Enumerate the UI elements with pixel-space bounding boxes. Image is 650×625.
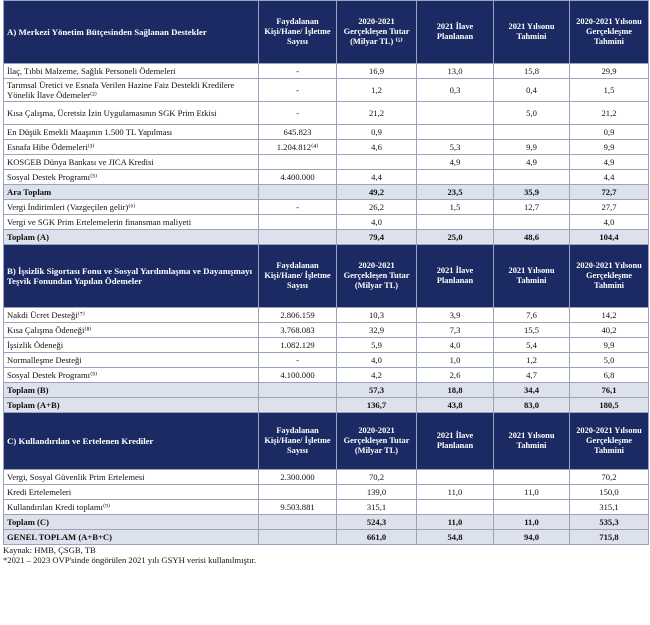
total-row [4, 530, 649, 545]
realized-cell: 315,1 [337, 500, 417, 515]
col-estimate-header: 2021 Yılsonu Tahmini [494, 413, 570, 470]
section-c-header [4, 413, 649, 470]
total-row [4, 515, 649, 530]
total-estimate-cell: 9,9 [570, 338, 649, 353]
planned-cell [417, 170, 494, 185]
section-a-rows2 [4, 200, 649, 230]
table-row [4, 308, 649, 323]
realized-cell: 139,0 [337, 485, 417, 500]
estimate-cell: 12,7 [494, 200, 570, 215]
col-estimate-header: 2021 Yılsonu Tahmini [494, 1, 570, 64]
row-label: Vergi ve SGK Prim Ertelemelerin finansman maliyeti [4, 215, 259, 230]
planned-cell: 43,8 [417, 398, 494, 413]
beneficiaries-cell [259, 230, 337, 245]
row-label: Kısa Çalışma, Ücretsiz İzin Uygulamasının SGK Prim Etkisi [4, 102, 259, 125]
estimate-cell: 5,0 [494, 102, 570, 125]
row-label: Nakdi Ücret Desteği⁽⁷⁾ [4, 308, 259, 323]
planned-cell: 23,5 [417, 185, 494, 200]
estimate-cell: 48,6 [494, 230, 570, 245]
estimate-cell: 15,8 [494, 64, 570, 79]
total-estimate-cell: 1,5 [570, 79, 649, 102]
realized-cell: 49,2 [337, 185, 417, 200]
beneficiaries-cell: 2.806.159 [259, 308, 337, 323]
beneficiaries-cell: 4.100.000 [259, 368, 337, 383]
beneficiaries-cell: 4.400.000 [259, 170, 337, 185]
beneficiaries-cell: 2.300.000 [259, 470, 337, 485]
table-row [4, 500, 649, 515]
row-label: Sosyal Destek Programı⁽⁵⁾ [4, 368, 259, 383]
table-row [4, 470, 649, 485]
col-beneficiaries-header: Faydalanan Kişi/Hane/ İşletme Sayısı [259, 413, 337, 470]
total-row [4, 398, 649, 413]
col-realized-header: 2020-2021 Gerçekleşen Tutar (Milyar TL) ⁽⁵⁾ [337, 1, 417, 64]
row-label: Sosyal Destek Programı⁽⁵⁾ [4, 170, 259, 185]
row-label: KOSGEB Dünya Bankası ve JICA Kredisi [4, 155, 259, 170]
row-label: Ara Toplam [4, 185, 259, 200]
row-label: Tarımsal Üretici ve Esnafa Verilen Hazine Faiz Destekli Kredilere Yönelik İlave Ödemeler⁽²⁾ [4, 79, 259, 102]
estimate-cell: 5,4 [494, 338, 570, 353]
realized-cell: 4,6 [337, 140, 417, 155]
planned-cell: 4,0 [417, 338, 494, 353]
realized-cell: 5,9 [337, 338, 417, 353]
realized-cell: 4,0 [337, 215, 417, 230]
col-realized-header: 2020-2021 Gerçekleşen Tutar (Milyar TL) [337, 245, 417, 308]
estimate-cell [494, 215, 570, 230]
realized-cell: 16,9 [337, 64, 417, 79]
beneficiaries-cell: - [259, 64, 337, 79]
planned-cell: 25,0 [417, 230, 494, 245]
total-estimate-cell: 40,2 [570, 323, 649, 338]
section-a-rows [4, 64, 649, 185]
estimate-cell [494, 125, 570, 140]
total-estimate-cell: 21,2 [570, 102, 649, 125]
beneficiaries-cell: - [259, 200, 337, 215]
section-b-body [4, 245, 649, 308]
total-estimate-cell: 315,1 [570, 500, 649, 515]
row-label: Toplam (A+B) [4, 398, 259, 413]
row-label: Vergi İndirimleri (Vazgeçilen gelir)⁽⁶⁾ [4, 200, 259, 215]
planned-cell: 18,8 [417, 383, 494, 398]
beneficiaries-cell [259, 155, 337, 170]
row-label: Kullandırılan Kredi toplamı⁽⁹⁾ [4, 500, 259, 515]
section-c-body [4, 413, 649, 470]
estimate-cell: 34,4 [494, 383, 570, 398]
realized-cell: 524,3 [337, 515, 417, 530]
total-estimate-cell: 5,0 [570, 353, 649, 368]
total-row [4, 185, 649, 200]
col-beneficiaries-header: Faydalanan Kişi/Hane/ İşletme Sayısı [259, 1, 337, 64]
col-estimate-header: 2021 Yılsonu Tahmini [494, 245, 570, 308]
table-row [4, 368, 649, 383]
total-estimate-cell: 715,8 [570, 530, 649, 545]
realized-cell: 4,4 [337, 170, 417, 185]
table-row [4, 485, 649, 500]
row-label: Esnafa Hibe Ödemeleri⁽³⁾ [4, 140, 259, 155]
beneficiaries-cell [259, 383, 337, 398]
total-estimate-cell: 4,4 [570, 170, 649, 185]
source-note: Kaynak: HMB, ÇSGB, TB [3, 545, 96, 555]
realized-cell: 21,2 [337, 102, 417, 125]
total-estimate-cell: 150,0 [570, 485, 649, 500]
realized-cell: 79,4 [337, 230, 417, 245]
realized-cell: 661,0 [337, 530, 417, 545]
beneficiaries-cell: 1.082.129 [259, 338, 337, 353]
total-estimate-cell: 6,8 [570, 368, 649, 383]
row-label: Vergi, Sosyal Güvenlik Prim Ertelemesi [4, 470, 259, 485]
table-row [4, 155, 649, 170]
planned-cell: 13,0 [417, 64, 494, 79]
planned-cell: 11,0 [417, 485, 494, 500]
support-measures-table [3, 0, 649, 545]
estimate-cell [494, 500, 570, 515]
section-b-total [4, 383, 649, 398]
planned-cell: 5,3 [417, 140, 494, 155]
row-label: Kısa Çalışma Ödeneği⁽⁸⁾ [4, 323, 259, 338]
total-estimate-cell: 9,9 [570, 140, 649, 155]
planned-cell [417, 500, 494, 515]
section-ab-total [4, 398, 649, 413]
section-a-body [4, 1, 649, 64]
col-planned-header: 2021 İlave Planlanan [417, 1, 494, 64]
total-estimate-cell: 72,7 [570, 185, 649, 200]
beneficiaries-cell [259, 215, 337, 230]
col-total-estimate-header: 2020-2021 Yılsonu Gerçekleşme Tahmini [570, 413, 649, 470]
estimate-cell: 11,0 [494, 485, 570, 500]
estimate-cell: 11,0 [494, 515, 570, 530]
beneficiaries-cell [259, 185, 337, 200]
total-estimate-cell: 4,9 [570, 155, 649, 170]
estimate-cell: 94,0 [494, 530, 570, 545]
col-beneficiaries-header: Faydalanan Kişi/Hane/ İşletme Sayısı [259, 245, 337, 308]
estimate-cell: 35,9 [494, 185, 570, 200]
section-c-total [4, 515, 649, 530]
planned-cell [417, 215, 494, 230]
estimate-cell: 7,6 [494, 308, 570, 323]
planned-cell: 11,0 [417, 515, 494, 530]
total-estimate-cell: 4,0 [570, 215, 649, 230]
realized-cell: 1,2 [337, 79, 417, 102]
beneficiaries-cell [259, 485, 337, 500]
total-estimate-cell: 76,1 [570, 383, 649, 398]
beneficiaries-cell: 9.503.881 [259, 500, 337, 515]
beneficiaries-cell [259, 515, 337, 530]
realized-cell: 0,9 [337, 125, 417, 140]
table-row [4, 102, 649, 125]
realized-cell: 32,9 [337, 323, 417, 338]
section-b-title: B) İşsizlik Sigortası Fonu ve Sosyal Yardımlaşma ve Dayanışmayı Teşvik Fonundan Yapılan Ödemeler [4, 245, 259, 308]
planned-cell [417, 125, 494, 140]
table-row [4, 215, 649, 230]
planned-cell: 1,0 [417, 353, 494, 368]
col-planned-header: 2021 İlave Planlanan [417, 413, 494, 470]
beneficiaries-cell: 1.204.812⁽⁴⁾ [259, 140, 337, 155]
section-c-title: C) Kullandırılan ve Ertelenen Krediler [4, 413, 259, 470]
realized-cell: 4,0 [337, 353, 417, 368]
row-label: GENEL TOPLAM (A+B+C) [4, 530, 259, 545]
row-label: İlaç, Tıbbi Malzeme, Sağlık Personeli Ödemeleri [4, 64, 259, 79]
realized-cell: 57,3 [337, 383, 417, 398]
estimate-cell: 4,9 [494, 155, 570, 170]
realized-cell: 136,7 [337, 398, 417, 413]
total-estimate-cell: 180,5 [570, 398, 649, 413]
planned-cell: 7,3 [417, 323, 494, 338]
realized-cell [337, 155, 417, 170]
planned-cell: 1,5 [417, 200, 494, 215]
table-row [4, 170, 649, 185]
table-row [4, 125, 649, 140]
table-row [4, 79, 649, 102]
grand-total [4, 530, 649, 545]
estimate-cell: 1,2 [494, 353, 570, 368]
estimate-cell: 83,0 [494, 398, 570, 413]
estimate-cell [494, 470, 570, 485]
row-label: Toplam (A) [4, 230, 259, 245]
planned-cell: 2,6 [417, 368, 494, 383]
beneficiaries-cell [259, 530, 337, 545]
total-estimate-cell: 27,7 [570, 200, 649, 215]
total-estimate-cell: 14,2 [570, 308, 649, 323]
estimate-cell: 4,7 [494, 368, 570, 383]
planned-cell: 54,8 [417, 530, 494, 545]
table-row [4, 140, 649, 155]
table-row [4, 353, 649, 368]
total-row [4, 383, 649, 398]
section-a-title: A) Merkezi Yönetim Bütçesinden Sağlanan Destekler [4, 1, 259, 64]
realized-cell: 70,2 [337, 470, 417, 485]
total-estimate-cell: 70,2 [570, 470, 649, 485]
realized-cell: 26,2 [337, 200, 417, 215]
total-estimate-cell: 29,9 [570, 64, 649, 79]
row-label: Normalleşme Desteği [4, 353, 259, 368]
row-label: İşsizlik Ödeneği [4, 338, 259, 353]
realized-cell: 4,2 [337, 368, 417, 383]
table-row [4, 323, 649, 338]
col-realized-header: 2020-2021 Gerçekleşen Tutar (Milyar TL) [337, 413, 417, 470]
planned-cell: 3,9 [417, 308, 494, 323]
beneficiaries-cell: - [259, 79, 337, 102]
beneficiaries-cell: - [259, 102, 337, 125]
section-a-subtotal [4, 185, 649, 200]
planned-cell [417, 470, 494, 485]
estimate-cell: 9,9 [494, 140, 570, 155]
planned-cell: 4,9 [417, 155, 494, 170]
section-a-header [4, 1, 649, 64]
realized-cell: 10,3 [337, 308, 417, 323]
footnote: *2021 – 2023 OVP'sinde öngörülen 2021 yılı GSYH verisi kullanılmıştır. [3, 555, 257, 565]
planned-cell [417, 102, 494, 125]
table-row [4, 200, 649, 215]
total-estimate-cell: 535,3 [570, 515, 649, 530]
estimate-cell: 0,4 [494, 79, 570, 102]
col-total-estimate-header: 2020-2021 Yılsonu Gerçekleşme Tahmini [570, 1, 649, 64]
total-estimate-cell: 104,4 [570, 230, 649, 245]
col-total-estimate-header: 2020-2021 Yılsonu Gerçekleşme Tahmini [570, 245, 649, 308]
row-label: En Düşük Emekli Maaşının 1.500 TL Yapılması [4, 125, 259, 140]
beneficiaries-cell: - [259, 353, 337, 368]
estimate-cell [494, 170, 570, 185]
beneficiaries-cell: 3.768.083 [259, 323, 337, 338]
table-row [4, 64, 649, 79]
beneficiaries-cell [259, 398, 337, 413]
section-b-rows [4, 308, 649, 383]
section-a-total [4, 230, 649, 245]
table-row [4, 338, 649, 353]
total-estimate-cell: 0,9 [570, 125, 649, 140]
beneficiaries-cell: 645.823 [259, 125, 337, 140]
row-label: Toplam (C) [4, 515, 259, 530]
total-row [4, 230, 649, 245]
planned-cell: 0,3 [417, 79, 494, 102]
row-label: Kredi Ertelemeleri [4, 485, 259, 500]
row-label: Toplam (B) [4, 383, 259, 398]
col-planned-header: 2021 İlave Planlanan [417, 245, 494, 308]
section-b-header [4, 245, 649, 308]
estimate-cell: 15,5 [494, 323, 570, 338]
section-c-rows [4, 470, 649, 515]
